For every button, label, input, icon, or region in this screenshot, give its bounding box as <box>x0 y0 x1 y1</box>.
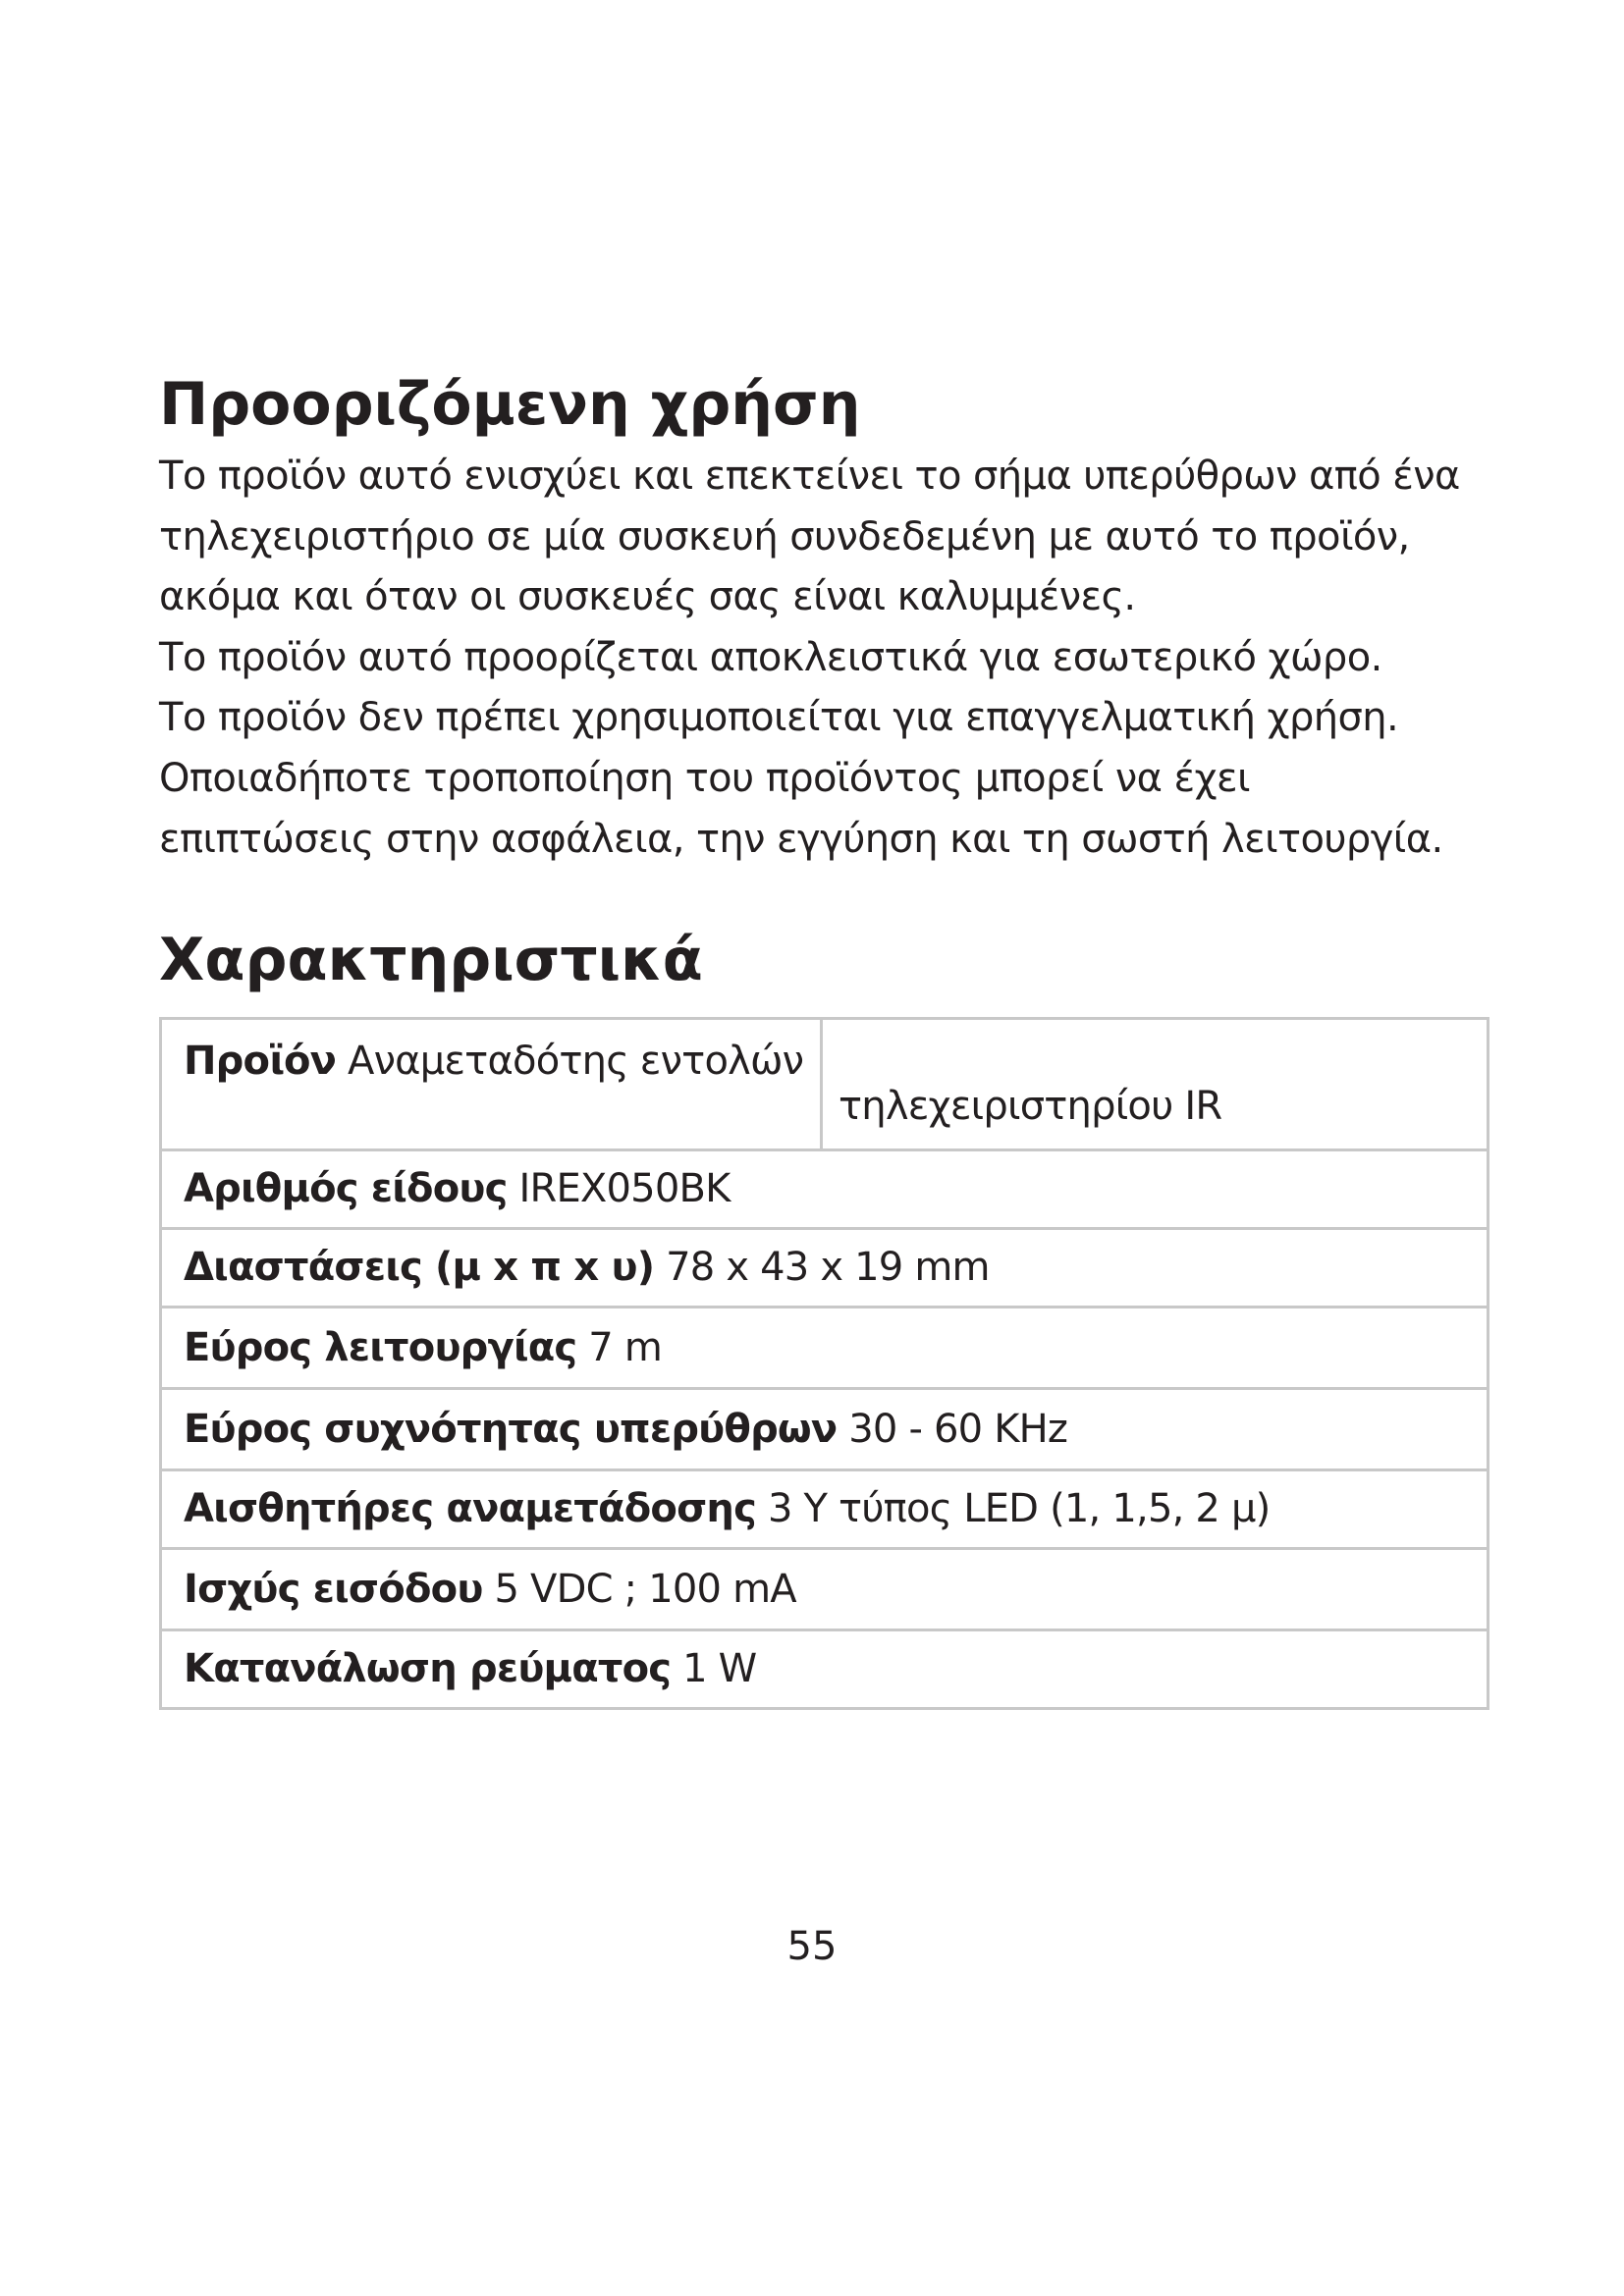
table-row <box>161 1549 1489 1630</box>
paragraph-line: Το προϊόν αυτό προορίζεται αποκλειστικά για εσωτερικό χώρο. <box>159 634 1382 680</box>
spec-value: 78 x 43 x 19 mm <box>666 1245 990 1290</box>
page-number: 55 <box>786 1924 838 1969</box>
spec-label: Αριθμός είδους <box>184 1166 508 1211</box>
spec-entry <box>184 1166 731 1211</box>
spec-value: 3 Y τύπος LED (1, 1,5, 2 μ) <box>767 1486 1271 1531</box>
spec-entry <box>184 1325 662 1370</box>
intended-use-heading: Προοριζόμενη χρήση <box>159 370 861 439</box>
paragraph-line: Το προϊόν δεν πρέπει χρησιμοποιείται για επαγγελματική χρήση. <box>159 695 1399 741</box>
spec-entry <box>184 1486 1271 1531</box>
paragraph-line: ακόμα και όταν οι συσκευές σας είναι καλυμμένες. <box>159 574 1136 620</box>
spec-cell <box>161 1630 1489 1709</box>
spec-label: Εύρος λειτουργίας <box>184 1325 577 1370</box>
paragraph-line: τηλεχειριστήριο σε μία συσκευή συνδεδεμένη με αυτό το προϊόν, <box>159 513 1410 560</box>
spec-cell <box>161 1019 822 1150</box>
paragraph-line: επιπτώσεις στην ασφάλεια, την εγγύηση και τη σωστή λειτουργία. <box>159 816 1443 862</box>
spec-entry <box>184 1039 804 1084</box>
spec-value: 1 W <box>682 1646 757 1691</box>
spec-cell-right <box>822 1019 1489 1150</box>
spec-label: Κατανάλωση ρεύματος <box>184 1646 672 1691</box>
spec-label: Αισθητήρες αναμετάδοσης <box>184 1486 757 1531</box>
features-heading: Χαρακτηριστικά <box>159 926 703 994</box>
table-row <box>161 1389 1489 1470</box>
spec-cell <box>161 1229 1489 1308</box>
spec-entry <box>184 1646 757 1691</box>
spec-value: 7 m <box>588 1325 662 1370</box>
intended-use-paragraph <box>159 447 1534 870</box>
table-row <box>161 1470 1489 1549</box>
spec-label: Ισχύς εισόδου <box>184 1567 483 1612</box>
specifications-table <box>159 1017 1489 1710</box>
spec-entry <box>184 1245 990 1290</box>
spec-cell <box>161 1549 1489 1630</box>
spec-value: Αναμεταδότης εντολών <box>348 1039 804 1084</box>
spec-cell <box>161 1150 1489 1229</box>
spec-value: 30 - 60 KHz <box>848 1407 1068 1452</box>
table-row <box>161 1308 1489 1389</box>
paragraph-line: Το προϊόν αυτό ενισχύει και επεκτείνει το σήμα υπερύθρων από ένα <box>159 454 1460 499</box>
spec-label: Προϊόν <box>184 1039 337 1084</box>
spec-cell <box>161 1470 1489 1549</box>
spec-entry <box>184 1567 796 1612</box>
spec-label: Εύρος συχνότητας υπερύθρων <box>184 1407 838 1452</box>
table-row <box>161 1150 1489 1229</box>
table-row <box>161 1019 1489 1150</box>
spec-entry <box>184 1407 1068 1452</box>
paragraph-line: Οποιαδήποτε τροποποίηση του προϊόντος μπορεί να έχει <box>159 755 1250 801</box>
spec-label: Διαστάσεις (μ x π x υ) <box>184 1245 655 1290</box>
table-row <box>161 1630 1489 1709</box>
spec-value: 5 VDC ; 100 mA <box>494 1567 796 1612</box>
spec-value: IREX050BK <box>518 1166 731 1211</box>
spec-value-continuation: τηλεχειριστηρίου IR <box>839 1084 1222 1129</box>
spec-cell <box>161 1389 1489 1470</box>
spec-cell <box>161 1308 1489 1389</box>
table-row <box>161 1229 1489 1308</box>
